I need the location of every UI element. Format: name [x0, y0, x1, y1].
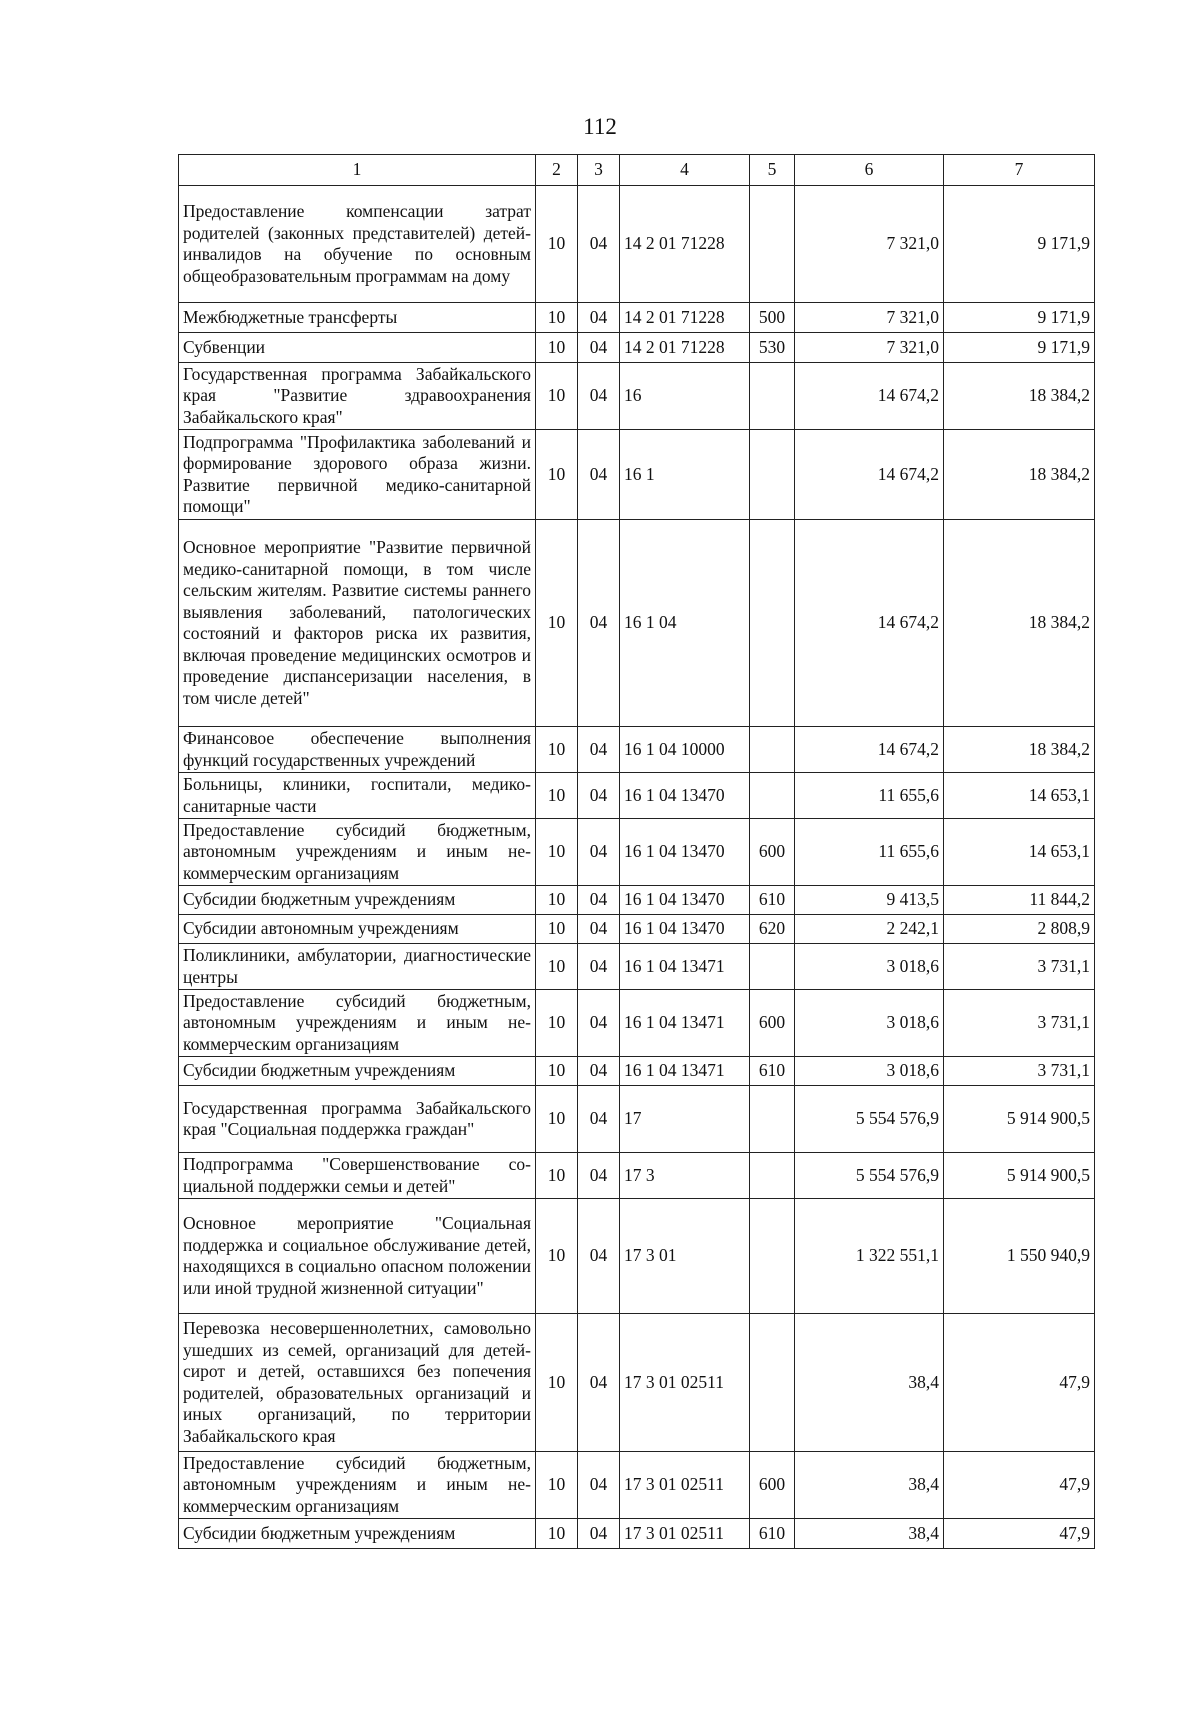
row-amount-col6-cell: 3 018,6 — [795, 944, 944, 990]
row-target-article-cell: 16 1 04 13471 — [620, 944, 750, 990]
table-body — [179, 186, 1095, 1549]
row-amount-col6-cell: 1 322 551,1 — [795, 1199, 944, 1314]
row-name-cell: Субсидии бюджетным учреждениям — [179, 1519, 536, 1549]
row-section-cell: 10 — [536, 1153, 578, 1199]
row-name-cell: Предоставление субсидий бюджетным, автономным учреждениям и иным некоммерческим организациям — [179, 819, 536, 886]
row-name-cell: Основное мероприятие "Социальная поддержка и социальное обслуживание детей, находящихся в социально опасном положении или иной трудной жизненной ситуации" — [179, 1199, 536, 1314]
row-target-article-cell: 14 2 01 71228 — [620, 333, 750, 363]
row-amount-col7-cell: 18 384,2 — [944, 430, 1095, 520]
row-amount-col6-cell: 3 018,6 — [795, 1057, 944, 1086]
row-subsection-cell: 04 — [578, 303, 620, 333]
row-amount-col7-cell: 3 731,1 — [944, 944, 1095, 990]
row-amount-col6-cell: 3 018,6 — [795, 990, 944, 1057]
row-amount-col7-cell: 47,9 — [944, 1519, 1095, 1549]
row-subsection-cell: 04 — [578, 990, 620, 1057]
row-section-cell: 10 — [536, 1057, 578, 1086]
row-amount-col7-cell: 2 808,9 — [944, 915, 1095, 944]
row-name-cell: Больницы, клиники, госпитали, медико-санитарные части — [179, 773, 536, 819]
row-amount-col6-cell: 14 674,2 — [795, 727, 944, 773]
table-row — [179, 430, 1095, 520]
row-target-article-cell: 17 — [620, 1086, 750, 1153]
row-expense-type-cell: 610 — [750, 1057, 795, 1086]
header-col-6: 6 — [795, 155, 944, 186]
row-subsection-cell: 04 — [578, 430, 620, 520]
row-subsection-cell: 04 — [578, 944, 620, 990]
row-section-cell: 10 — [536, 186, 578, 303]
row-amount-col7-cell: 9 171,9 — [944, 333, 1095, 363]
row-amount-col6-cell: 7 321,0 — [795, 186, 944, 303]
row-expense-type-cell: 530 — [750, 333, 795, 363]
row-amount-col6-cell: 14 674,2 — [795, 363, 944, 430]
row-expense-type-cell — [750, 186, 795, 303]
row-amount-col6-cell: 7 321,0 — [795, 333, 944, 363]
row-subsection-cell: 04 — [578, 363, 620, 430]
row-target-article-cell: 14 2 01 71228 — [620, 186, 750, 303]
row-expense-type-cell — [750, 773, 795, 819]
row-expense-type-cell: 600 — [750, 1452, 795, 1519]
row-expense-type-cell — [750, 944, 795, 990]
table-row — [179, 944, 1095, 990]
table-row — [179, 773, 1095, 819]
table-row — [179, 186, 1095, 303]
row-expense-type-cell: 610 — [750, 1519, 795, 1549]
row-name-cell: Основное мероприятие "Развитие первичной медико-санитарной помощи, в том числе сельским жителям. Развитие системы раннего выявления заболеваний, патологических состояний и факторов риска их развития, включая проведение медицинских осмотров и проведение диспансеризации населения, в том числе детей" — [179, 520, 536, 727]
row-section-cell: 10 — [536, 430, 578, 520]
row-amount-col7-cell: 9 171,9 — [944, 186, 1095, 303]
row-name-cell: Поликлиники, амбулатории, диагностические центры — [179, 944, 536, 990]
row-target-article-cell: 16 1 04 13470 — [620, 915, 750, 944]
row-amount-col7-cell: 11 844,2 — [944, 886, 1095, 915]
row-section-cell: 10 — [536, 1519, 578, 1549]
page-number: 112 — [583, 114, 617, 139]
row-subsection-cell: 04 — [578, 1086, 620, 1153]
row-name-cell: Межбюджетные трансферты — [179, 303, 536, 333]
row-target-article-cell: 16 1 04 — [620, 520, 750, 727]
row-expense-type-cell — [750, 520, 795, 727]
row-section-cell: 10 — [536, 990, 578, 1057]
row-name-cell: Предоставление субсидий бюджетным, автономным учреждениям и иным некоммерческим организациям — [179, 1452, 536, 1519]
row-amount-col6-cell: 11 655,6 — [795, 819, 944, 886]
budget-table — [178, 154, 1095, 1549]
row-section-cell: 10 — [536, 363, 578, 430]
row-amount-col6-cell: 2 242,1 — [795, 915, 944, 944]
row-section-cell: 10 — [536, 819, 578, 886]
row-section-cell: 10 — [536, 727, 578, 773]
row-name-cell: Субвенции — [179, 333, 536, 363]
table-row — [179, 915, 1095, 944]
row-amount-col7-cell: 47,9 — [944, 1452, 1095, 1519]
row-target-article-cell: 16 1 — [620, 430, 750, 520]
row-section-cell: 10 — [536, 303, 578, 333]
row-section-cell: 10 — [536, 944, 578, 990]
table-row — [179, 1314, 1095, 1452]
row-name-cell: Государственная программа Забайкальского края "Развитие здравоохранения Забайкальского края" — [179, 363, 536, 430]
row-amount-col7-cell: 18 384,2 — [944, 520, 1095, 727]
row-section-cell: 10 — [536, 773, 578, 819]
header-col-3: 3 — [578, 155, 620, 186]
table-row — [179, 819, 1095, 886]
row-target-article-cell: 17 3 01 02511 — [620, 1314, 750, 1452]
table-row — [179, 886, 1095, 915]
row-subsection-cell: 04 — [578, 819, 620, 886]
row-expense-type-cell: 500 — [750, 303, 795, 333]
row-amount-col7-cell: 18 384,2 — [944, 363, 1095, 430]
row-subsection-cell: 04 — [578, 1519, 620, 1549]
row-target-article-cell: 17 3 — [620, 1153, 750, 1199]
row-amount-col7-cell: 3 731,1 — [944, 1057, 1095, 1086]
row-subsection-cell: 04 — [578, 1314, 620, 1452]
row-expense-type-cell — [750, 1086, 795, 1153]
row-subsection-cell: 04 — [578, 520, 620, 727]
row-subsection-cell: 04 — [578, 186, 620, 303]
table-row — [179, 1086, 1095, 1153]
row-amount-col7-cell: 47,9 — [944, 1314, 1095, 1452]
row-expense-type-cell: 620 — [750, 915, 795, 944]
table-row — [179, 333, 1095, 363]
row-subsection-cell: 04 — [578, 886, 620, 915]
row-subsection-cell: 04 — [578, 333, 620, 363]
row-amount-col7-cell: 3 731,1 — [944, 990, 1095, 1057]
table-row — [179, 1057, 1095, 1086]
row-amount-col6-cell: 38,4 — [795, 1452, 944, 1519]
table-row — [179, 727, 1095, 773]
row-section-cell: 10 — [536, 1452, 578, 1519]
table-row — [179, 363, 1095, 430]
row-subsection-cell: 04 — [578, 1153, 620, 1199]
row-amount-col7-cell: 5 914 900,5 — [944, 1086, 1095, 1153]
row-section-cell: 10 — [536, 333, 578, 363]
row-expense-type-cell — [750, 363, 795, 430]
header-col-4: 4 — [620, 155, 750, 186]
table-row — [179, 1519, 1095, 1549]
row-subsection-cell: 04 — [578, 1057, 620, 1086]
row-subsection-cell: 04 — [578, 773, 620, 819]
row-amount-col7-cell: 9 171,9 — [944, 303, 1095, 333]
row-expense-type-cell — [750, 430, 795, 520]
row-expense-type-cell: 600 — [750, 990, 795, 1057]
row-amount-col7-cell: 1 550 940,9 — [944, 1199, 1095, 1314]
row-name-cell: Финансовое обеспечение выполнения функций государственных учреждений — [179, 727, 536, 773]
row-amount-col7-cell: 18 384,2 — [944, 727, 1095, 773]
row-section-cell: 10 — [536, 520, 578, 727]
row-subsection-cell: 04 — [578, 1199, 620, 1314]
row-amount-col6-cell: 14 674,2 — [795, 520, 944, 727]
row-target-article-cell: 16 1 04 13470 — [620, 886, 750, 915]
row-target-article-cell: 16 1 04 10000 — [620, 727, 750, 773]
row-target-article-cell: 16 — [620, 363, 750, 430]
row-amount-col6-cell: 11 655,6 — [795, 773, 944, 819]
row-amount-col7-cell: 5 914 900,5 — [944, 1153, 1095, 1199]
row-target-article-cell: 16 1 04 13470 — [620, 773, 750, 819]
row-target-article-cell: 17 3 01 — [620, 1199, 750, 1314]
row-name-cell: Подпрограмма "Совершенствование социальной поддержки семьи и детей" — [179, 1153, 536, 1199]
row-amount-col6-cell: 14 674,2 — [795, 430, 944, 520]
row-subsection-cell: 04 — [578, 1452, 620, 1519]
header-col-2: 2 — [536, 155, 578, 186]
row-name-cell: Субсидии автономным учреждениям — [179, 915, 536, 944]
row-target-article-cell: 17 3 01 02511 — [620, 1519, 750, 1549]
table-row — [179, 303, 1095, 333]
row-subsection-cell: 04 — [578, 915, 620, 944]
header-row — [179, 155, 1095, 186]
row-amount-col6-cell: 38,4 — [795, 1314, 944, 1452]
row-name-cell: Подпрограмма "Профилактика заболеваний и формирование здорового образа жизни. Развитие первичной медико-санитарной помощи" — [179, 430, 536, 520]
header-col-1: 1 — [179, 155, 536, 186]
row-expense-type-cell — [750, 1314, 795, 1452]
row-amount-col7-cell: 14 653,1 — [944, 773, 1095, 819]
row-subsection-cell: 04 — [578, 727, 620, 773]
row-amount-col6-cell: 5 554 576,9 — [795, 1153, 944, 1199]
row-target-article-cell: 16 1 04 13470 — [620, 819, 750, 886]
row-name-cell: Субсидии бюджетным учреждениям — [179, 1057, 536, 1086]
row-expense-type-cell — [750, 727, 795, 773]
row-section-cell: 10 — [536, 1314, 578, 1452]
table-row — [179, 520, 1095, 727]
row-amount-col6-cell: 38,4 — [795, 1519, 944, 1549]
row-expense-type-cell — [750, 1153, 795, 1199]
row-amount-col6-cell: 9 413,5 — [795, 886, 944, 915]
row-amount-col7-cell: 14 653,1 — [944, 819, 1095, 886]
row-name-cell: Предоставление компенсации затрат родителей (законных представителей) детей-инвалидов на обучение по основным общеобразовательным программам на дому — [179, 186, 536, 303]
table-row — [179, 1452, 1095, 1519]
row-section-cell: 10 — [536, 915, 578, 944]
row-name-cell: Государственная программа Забайкальского края "Социальная поддержка граждан" — [179, 1086, 536, 1153]
row-target-article-cell: 16 1 04 13471 — [620, 1057, 750, 1086]
row-section-cell: 10 — [536, 1086, 578, 1153]
row-target-article-cell: 16 1 04 13471 — [620, 990, 750, 1057]
row-name-cell: Субсидии бюджетным учреждениям — [179, 886, 536, 915]
row-amount-col6-cell: 5 554 576,9 — [795, 1086, 944, 1153]
table-row — [179, 1199, 1095, 1314]
header-col-5: 5 — [750, 155, 795, 186]
table-row — [179, 990, 1095, 1057]
row-target-article-cell: 14 2 01 71228 — [620, 303, 750, 333]
table-row — [179, 1153, 1095, 1199]
row-name-cell: Перевозка несовершеннолетних, самовольно ушедших из семей, организаций для детей-сирот и детей, оставшихся без попечения родителей, образовательных организаций и иных организаций, по территории Забайкальского края — [179, 1314, 536, 1452]
row-target-article-cell: 17 3 01 02511 — [620, 1452, 750, 1519]
row-expense-type-cell: 610 — [750, 886, 795, 915]
row-section-cell: 10 — [536, 1199, 578, 1314]
header-col-7: 7 — [944, 155, 1095, 186]
row-expense-type-cell — [750, 1199, 795, 1314]
row-expense-type-cell: 600 — [750, 819, 795, 886]
row-section-cell: 10 — [536, 886, 578, 915]
row-amount-col6-cell: 7 321,0 — [795, 303, 944, 333]
row-name-cell: Предоставление субсидий бюджетным, автономным учреждениям и иным некоммерческим организациям — [179, 990, 536, 1057]
